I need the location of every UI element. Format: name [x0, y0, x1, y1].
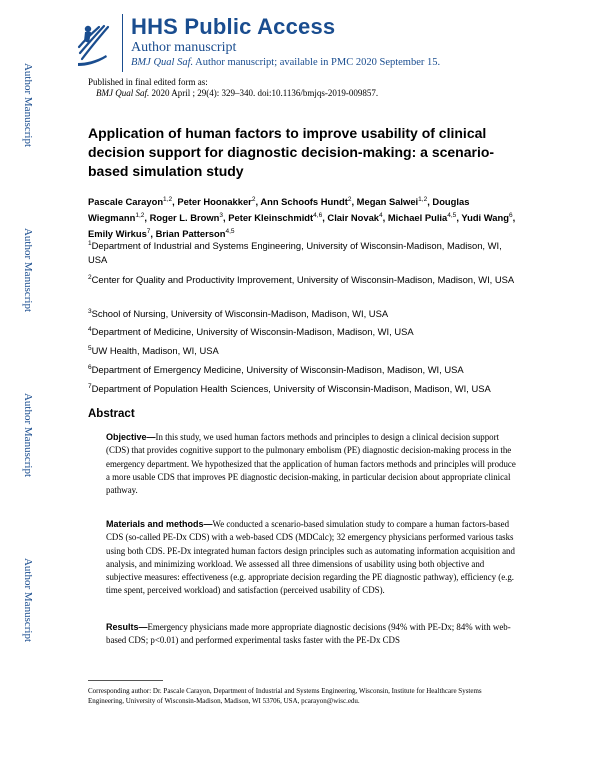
- author-affiliation-marker: 4,6: [313, 212, 323, 220]
- author-affiliation-marker: 6: [508, 212, 513, 220]
- published-label: Published in final edited form as:: [88, 77, 208, 87]
- affiliation-text: Department of Medicine, University of Wisconsin-Madison, Madison, WI, USA: [91, 326, 414, 338]
- author-affiliation-marker: 4,5: [447, 212, 457, 220]
- abstract-objective: [106, 431, 520, 497]
- hhs-eagle-logo: [74, 19, 114, 67]
- author-name: Roger L. Brown: [149, 212, 220, 224]
- affiliation-text: Department of Emergency Medicine, University of Wisconsin-Madison, Madison, WI, USA: [91, 364, 464, 376]
- results-label: Results—: [106, 622, 148, 632]
- abstract-methods: [106, 518, 520, 598]
- side-label-author-manuscript: Author Manuscript: [22, 227, 34, 313]
- corresponding-author-footnote: Corresponding author: Dr. Pascale Carayon, Department of Industrial and Systems Engineering, Wisconsin, Institute for Healthcare Systems Engineering, University of Wisconsin-Madison, Madison, WI 53706, USA, pcarayon@wisc.edu.: [88, 687, 482, 705]
- affiliation-item: [88, 342, 520, 358]
- affiliation-text: Department of Industrial and Systems Engineering, University of Wisconsin-Madison, Madison, WI, USA: [88, 240, 502, 266]
- affiliation-number: 5: [88, 345, 92, 352]
- author-list: Pascale Carayon$^{1,2}$, Peter Hoonakker$^2$, Ann Schoofs Hundt$^2$, Megan Salwei$^{1,2}$, Douglas Wiegmann$^{1,2}$, Roger L. Brown$^3$, Peter Kleinschmidt$^{4,6}$, Clair Novak$^4$, Michael Pulia$^{4,5}$, Yudi Wang$^6$, Emily Wirkus$^7$, Brian Patterson$^{4,5}$: [88, 196, 516, 240]
- author-name: Yudi Wang: [461, 212, 509, 224]
- citation-text: 2020 April ; 29(4): 329–340. doi:10.1136/bmjqs-2019-009857.: [149, 88, 379, 98]
- objective-text: In this study, we used human factors methods and principles to design a clinical decision support (CDS) that provides cognitive support to the pulmonary embolism (PE) diagnostic decision-making process in the emergency department. We hypothesized that the application of human factors methods and principles will produce a more usable CDS that improves PE diagnostic decision-making, in particular decision about appropriate clinical pathway.: [106, 432, 516, 496]
- affiliation-item: [88, 380, 520, 396]
- author-name: Douglas Wiegmann: [88, 196, 470, 224]
- affiliation-item: [88, 323, 520, 339]
- affiliation-text: School of Nursing, University of Wisconsin-Madison, Madison, WI, USA: [91, 308, 389, 320]
- author-name: Emily Wirkus: [88, 228, 147, 240]
- article-title: Application of human factors to improve usability of clinical decision support for diagnostic decision-making: a scenario-based simulation study: [88, 125, 495, 179]
- author-name: Michael Pulia: [387, 212, 448, 224]
- side-label-author-manuscript: Author Manuscript: [22, 557, 34, 643]
- affiliation-item: [88, 271, 520, 287]
- methods-text: We conducted a scenario-based simulation study to compare a human factors-based CDS (so-called PE-Dx CDS) with a web-based CDS (MDCalc); 32 emergency physicians performed various tasks using both CDS. PE-Dx integrated human factors design principles such as automating information acquisition and analysis, and minimizing workload. We assessed all three dimensions of usability using both objective and subjective measures: effectiveness (e.g. appropriate decision regarding the PE diagnostic pathway), efficiency (e.g. time spent, perceived workload) and satisfaction (perceived usability of CDS).: [106, 519, 515, 596]
- author-name: Megan Salwei: [356, 196, 419, 208]
- author-name: Ann Schoofs Hundt: [260, 196, 348, 208]
- author-name: Peter Hoonakker: [177, 196, 252, 208]
- affiliation-number: 4: [88, 326, 92, 333]
- header-divider: [122, 14, 123, 72]
- header-availability-text: Author manuscript; available in PMC 2020 September 15.: [193, 57, 441, 68]
- affiliation-number: 2: [88, 274, 92, 281]
- affiliation-number: 1: [88, 240, 92, 247]
- methods-label: Materials and methods—: [106, 519, 213, 529]
- header-availability: [131, 57, 440, 68]
- header-journal-abbrev: BMJ Qual Saf.: [131, 57, 194, 68]
- author-affiliation-marker: 2: [251, 196, 256, 203]
- results-text: Emergency physicians made more appropriate diagnostic decisions (94% with PE-Dx; 84% with web-based CDS; p<0.01) and performed experimental tasks faster with the PE-Dx CDS: [106, 622, 511, 646]
- author-affiliation-marker: 7: [146, 228, 151, 236]
- side-label-author-manuscript: Author Manuscript: [22, 392, 34, 478]
- footnote-divider: [88, 680, 163, 681]
- author-affiliation-marker: 3: [219, 212, 224, 220]
- author-affiliation-marker: 4: [379, 212, 383, 220]
- side-label-author-manuscript: Author Manuscript: [22, 62, 34, 148]
- affiliation-number: 7: [88, 383, 92, 390]
- affiliation-number: 3: [88, 308, 92, 315]
- header-title: HHS Public Access: [131, 14, 336, 39]
- author-name: Brian Patterson: [155, 228, 226, 240]
- affiliation-item: [88, 361, 520, 377]
- abstract-results: [106, 621, 520, 648]
- author-affiliation-marker: 4,5: [225, 228, 235, 236]
- objective-label: Objective—: [106, 432, 156, 442]
- header-subtitle: Author manuscript: [131, 40, 237, 55]
- author-name: Clair Novak: [327, 212, 380, 224]
- author-affiliation-marker: 1,2: [135, 212, 145, 220]
- affiliation-text: Department of Population Health Sciences, University of Wisconsin-Madison, Madison, WI, USA: [91, 383, 491, 395]
- affiliation-item: [88, 305, 520, 321]
- author-affiliation-marker: 2: [347, 196, 352, 203]
- citation: [96, 88, 378, 98]
- author-name: Peter Kleinschmidt: [228, 212, 314, 224]
- affiliation-number: 6: [88, 364, 92, 371]
- affiliation-item: [88, 237, 520, 267]
- abstract-heading: Abstract: [88, 408, 135, 420]
- citation-journal: BMJ Qual Saf.: [96, 88, 150, 98]
- author-affiliation-marker: 1,2: [418, 196, 428, 203]
- author-affiliation-marker: 1,2: [163, 196, 173, 203]
- author-name: Pascale Carayon: [88, 196, 164, 208]
- affiliation-text: Center for Quality and Productivity Improvement, University of Wisconsin-Madison, Madison, WI, USA: [91, 274, 515, 286]
- affiliation-text: UW Health, Madison, WI, USA: [91, 345, 219, 357]
